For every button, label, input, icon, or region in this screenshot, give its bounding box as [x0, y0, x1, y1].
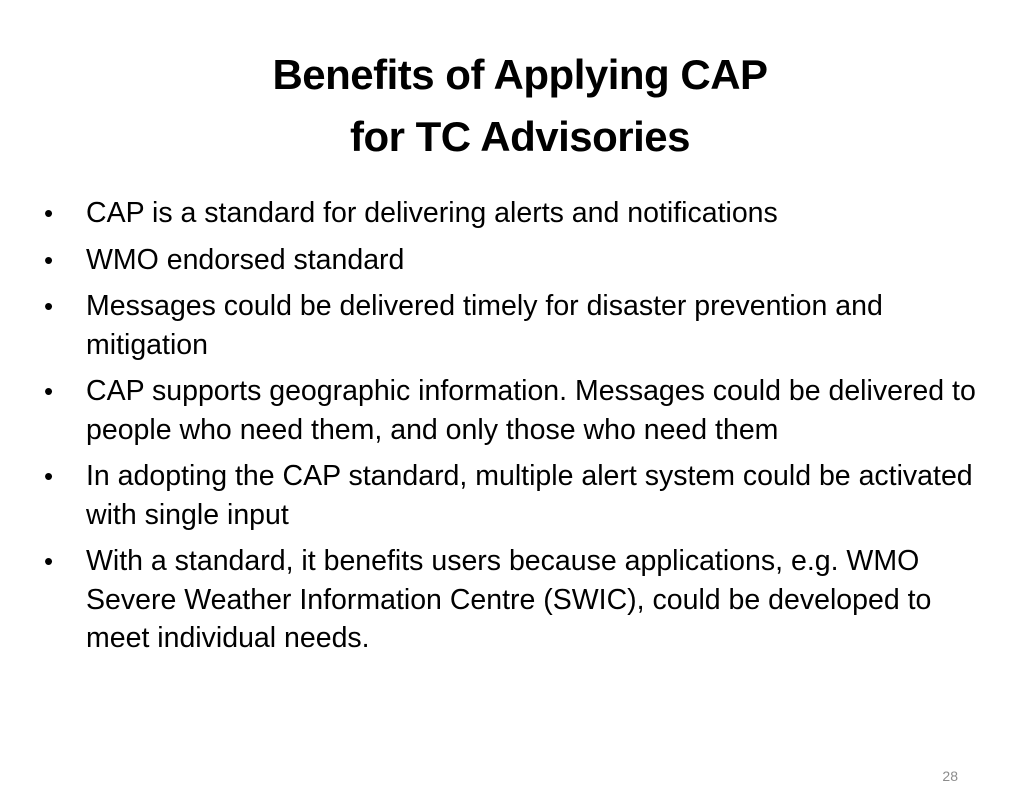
bullet-item [44, 241, 984, 280]
bullet-text: With a standard, it benefits users because applications, e.g. WMO Severe Weather Information Centre (SWIC), could be developed to meet individual needs. [86, 545, 932, 654]
bullet-text: CAP is a standard for delivering alerts and notifications [86, 197, 778, 229]
bullet-text: CAP supports geographic information. Messages could be delivered to people who need them, and only those who need them [86, 375, 976, 446]
bullet-item [44, 542, 984, 658]
slide-title [120, 44, 920, 168]
bullet-marker: • [44, 198, 54, 228]
bullet-marker: • [44, 546, 54, 576]
bullet-item [44, 457, 984, 534]
slide-title-line-2: for TC Advisories [349, 113, 690, 160]
page-number: 28 [942, 768, 958, 784]
bullet-item [44, 194, 984, 233]
bullet-text: Messages could be delivered timely for disaster prevention and mitigation [86, 290, 883, 361]
slide-title-line-1: Benefits of Applying CAP [272, 51, 768, 98]
bullet-marker: • [44, 291, 54, 321]
bullet-item [44, 287, 984, 364]
bullet-text: WMO endorsed standard [86, 243, 405, 276]
bullet-marker: • [44, 376, 54, 406]
bullet-marker: • [44, 244, 54, 275]
bullet-list [44, 194, 984, 666]
bullet-item [44, 372, 984, 449]
bullet-text: In adopting the CAP standard, multiple alert system could be activated with single input [86, 460, 973, 531]
bullet-marker: • [44, 461, 54, 491]
